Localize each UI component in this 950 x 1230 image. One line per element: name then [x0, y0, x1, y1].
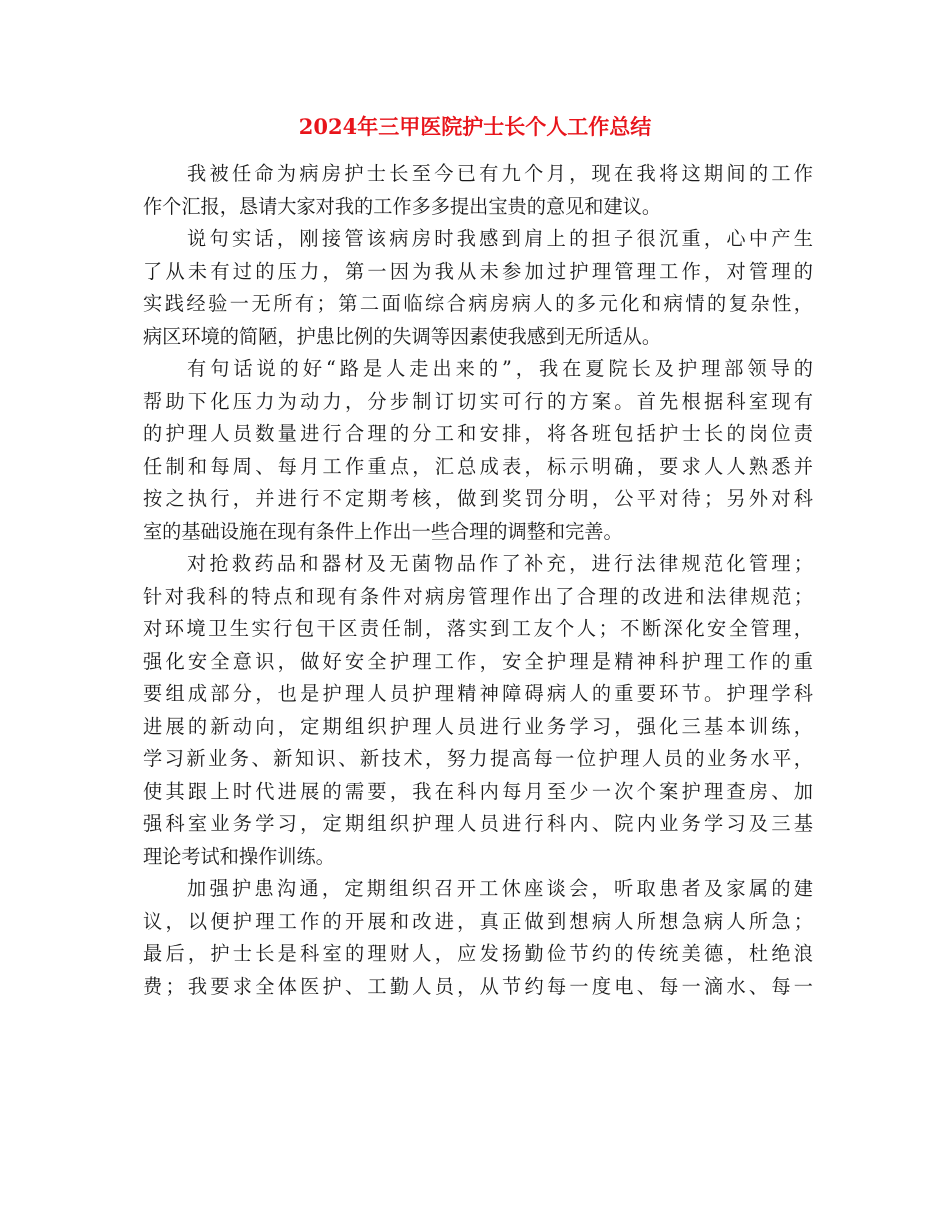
paragraph-line: 有句话说的好“路是人走出来的”，我在夏院长及护理部领导的 [187, 357, 813, 380]
paragraph-line: 强化安全意识，做好安全护理工作，安全护理是精神科护理工作的重 [143, 649, 813, 673]
paragraph-line: 加强护患沟通，定期组织召开工休座谈会，听取患者及家属的建 [187, 877, 813, 900]
paragraph-line: 帮助下化压力为动力，分步制订切实可行的方案。首先根据科室现有 [143, 389, 813, 413]
paragraph-line: 议，以便护理工作的开展和改进，真正做到想病人所想急病人所急； [143, 909, 813, 933]
paragraph-line: 要组成部分，也是护理人员护理精神障碍病人的重要环节。护理学科 [143, 682, 813, 705]
paragraph [143, 158, 813, 223]
paragraph-line: 的护理人员数量进行合理的分工和安排，将各班包括护士长的岗位责 [143, 422, 813, 445]
document-title: 2024年三甲医院护士长个人工作总结 [298, 114, 652, 139]
paragraph-line: 作个汇报，恳请大家对我的工作多多提出宝贵的意见和建议。 [143, 194, 662, 218]
paragraph-line: 对抢救药品和器材及无菌物品作了补充，进行法律规范化管理； [187, 552, 813, 575]
paragraph-line: 我被任命为病房护士长至今已有九个月，现在我将这期间的工作 [187, 162, 813, 185]
paragraph-line: 最后，护士长是科室的理财人，应发扬勤俭节约的传统美德，杜绝浪 [143, 942, 813, 965]
paragraph [143, 223, 813, 353]
paragraph-line: 强科室业务学习，定期组织护理人员进行科内、院内业务学习及三基 [143, 812, 813, 835]
paragraph-line: 针对我科的特点和现有条件对病房管理作出了合理的改进和法律规范； [143, 584, 813, 608]
paragraph-line: 了从未有过的压力，第一因为我从未参加过护理管理工作，对管理的 [143, 259, 813, 283]
paragraph-line: 使其跟上时代进展的需要，我在科内每月至少一次个案护理查房、加 [143, 779, 813, 803]
paragraph [143, 548, 813, 873]
paragraph-line: 进展的新动向，定期组织护理人员进行业务学习，强化三基本训练， [143, 714, 813, 738]
paragraph-line: 费；我要求全体医护、工勤人员，从节约每一度电、每一滴水、每一 [143, 974, 813, 998]
paragraph-line: 室的基础设施在现有条件上作出一些合理的调整和完善。 [143, 519, 623, 543]
paragraph [143, 873, 813, 1003]
document-body [143, 158, 813, 1003]
paragraph-line: 理论考试和操作训练。 [143, 844, 335, 868]
paragraph-line: 实践经验一无所有；第二面临综合病房病人的多元化和病情的复杂性， [143, 292, 813, 315]
paragraph-line: 对环境卫生实行包干区责任制，落实到工友个人；不断深化安全管理， [143, 617, 813, 640]
paragraph-line: 学习新业务、新知识、新技术，努力提高每一位护理人员的业务水平， [143, 747, 813, 770]
paragraph-line: 按之执行，并进行不定期考核，做到奖罚分明，公平对待；另外对科 [143, 487, 813, 510]
paragraph [143, 353, 813, 548]
paragraph-line: 病区环境的简陋，护患比例的失调等因素使我感到无所适从。 [143, 324, 662, 348]
paragraph-line: 说句实话，刚接管该病房时我感到肩上的担子很沉重，心中产生 [187, 227, 813, 250]
paragraph-line: 任制和每周、每月工作重点，汇总成表，标示明确，要求人人熟悉并 [143, 454, 813, 478]
